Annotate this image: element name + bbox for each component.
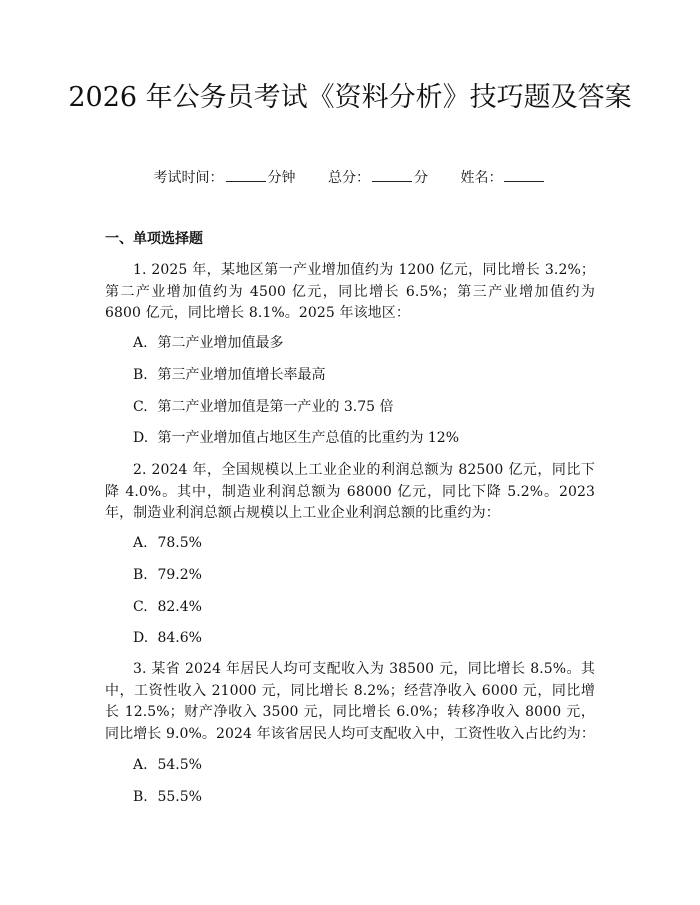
time-unit: 分钟 (267, 170, 296, 186)
exam-score (328, 170, 428, 186)
option-label: A. (133, 535, 148, 551)
question-2-option-c (133, 597, 202, 617)
time-label: 考试时间： (153, 170, 224, 186)
question-1-option-d (133, 428, 459, 448)
score-label: 总分： (328, 170, 370, 186)
question-3-option-b (133, 787, 202, 807)
option-text: 82.4% (157, 599, 202, 615)
option-text: 79.2% (157, 567, 202, 583)
exam-time (154, 170, 296, 186)
score-unit: 分 (414, 170, 428, 186)
name-label: 姓名： (460, 170, 503, 186)
question-1-option-b (133, 365, 325, 385)
document-title: 2026 年公务员考试《资料分析》技巧题及答案 (68, 82, 632, 113)
option-text: 第三产业增加值增长率最高 (157, 367, 326, 383)
option-text: 54.5% (157, 757, 202, 773)
question-1-option-a (133, 333, 283, 353)
score-blank (372, 167, 412, 182)
option-label: A. (133, 335, 148, 351)
name-blank (504, 167, 544, 182)
question-2-option-a (133, 533, 202, 553)
option-label: C. (133, 599, 148, 615)
option-label: D. (133, 430, 149, 446)
exam-meta (0, 167, 700, 188)
option-text: 55.5% (157, 789, 202, 805)
option-text: 78.5% (157, 535, 202, 551)
option-text: 84.6% (157, 630, 202, 646)
option-label: B. (133, 567, 148, 583)
option-text: 第二产业增加值是第一产业的 3.75 倍 (157, 399, 394, 415)
question-2-option-b (133, 565, 202, 585)
question-1-stem: 1. 2025 年，某地区第一产业增加值约为 1200 亿元，同比增长 3.2%；第二产业增加值约为 4500 亿元，同比增长 6.5%；第三产业增加值约为 6800 亿元，同比增长 8.1%。2025 年该地区： (105, 262, 595, 321)
option-label: B. (133, 789, 148, 805)
option-label: A. (133, 757, 148, 773)
option-label: D. (133, 630, 149, 646)
time-blank (226, 167, 266, 182)
option-label: B. (133, 367, 148, 383)
option-text: 第二产业增加值最多 (157, 335, 284, 351)
exam-name (460, 170, 546, 186)
question-3-option-a (133, 755, 202, 775)
section-heading: 一、单项选择题 (105, 231, 203, 247)
question-3-stem: 3. 某省 2024 年居民人均可支配收入为 38500 元，同比增长 8.5%。其中，工资性收入 21000 元，同比增长 8.2%；经营净收入 6000 元，同比增长 12.5%；财产净收入 3500 元，同比增长 6.0%；转移净收入 8000 元，同比增长 9.0%。2024 年该省居民人均可支配收入中，工资性收入占比约为： (105, 661, 595, 742)
question-2-stem: 2. 2024 年，全国规模以上工业企业的利润总额为 82500 亿元，同比下降 4.0%。其中，制造业利润总额为 68000 亿元，同比下降 5.2%。2023 年，制造业利润总额占规模以上工业企业利润总额的比重约为： (105, 462, 595, 521)
question-2-option-d (133, 628, 202, 648)
option-label: C. (133, 399, 148, 415)
question-1-option-c (133, 397, 394, 417)
option-text: 第一产业增加值占地区生产总值的比重约为 12% (157, 430, 460, 446)
